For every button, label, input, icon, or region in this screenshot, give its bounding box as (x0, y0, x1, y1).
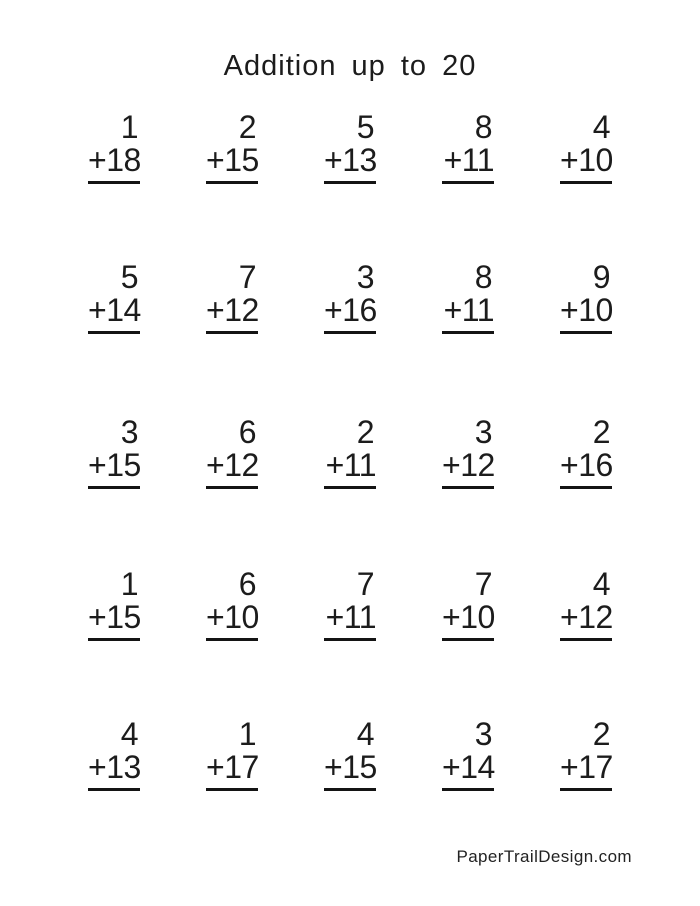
top-addend: 4 (120, 716, 138, 752)
top-addend: 1 (120, 109, 138, 145)
answer-line (88, 331, 140, 334)
addition-problem (442, 111, 494, 184)
top-addend: 4 (592, 566, 610, 602)
top-addend: 4 (592, 109, 610, 145)
addition-problem (88, 568, 140, 641)
addition-problem (560, 261, 612, 334)
addition-problem (206, 111, 258, 184)
bottom-addend: +16 (560, 447, 613, 483)
bottom-addend: +10 (560, 292, 613, 328)
problem-row (88, 718, 612, 791)
addition-problem (206, 568, 258, 641)
addition-problem (560, 111, 612, 184)
answer-line (560, 331, 612, 334)
answer-line (442, 788, 494, 791)
top-addend: 9 (592, 259, 610, 295)
addition-problem (206, 718, 258, 791)
bottom-addend: +15 (206, 142, 259, 178)
answer-line (324, 638, 376, 641)
bottom-addend: +11 (443, 142, 494, 178)
bottom-addend: +17 (206, 749, 259, 785)
bottom-addend: +12 (560, 599, 613, 635)
answer-line (442, 331, 494, 334)
top-addend: 8 (474, 109, 492, 145)
answer-line (206, 331, 258, 334)
top-addend: 4 (356, 716, 374, 752)
bottom-addend: +15 (88, 599, 141, 635)
answer-line (442, 638, 494, 641)
top-addend: 3 (474, 414, 492, 450)
addition-problem (88, 261, 140, 334)
bottom-addend: +10 (442, 599, 495, 635)
top-addend: 8 (474, 259, 492, 295)
addition-problem (324, 718, 376, 791)
top-addend: 3 (120, 414, 138, 450)
bottom-addend: +10 (206, 599, 259, 635)
top-addend: 1 (120, 566, 138, 602)
answer-line (324, 788, 376, 791)
addition-problem (442, 718, 494, 791)
addition-problem (206, 416, 258, 489)
problem-row (88, 568, 612, 641)
problem-row (88, 261, 612, 334)
addition-problem (442, 416, 494, 489)
bottom-addend: +15 (88, 447, 141, 483)
answer-line (442, 486, 494, 489)
answer-line (88, 181, 140, 184)
addition-problem (88, 718, 140, 791)
bottom-addend: +13 (324, 142, 377, 178)
bottom-addend: +12 (442, 447, 495, 483)
addition-problem (560, 718, 612, 791)
top-addend: 5 (356, 109, 374, 145)
top-addend: 6 (238, 566, 256, 602)
bottom-addend: +15 (324, 749, 377, 785)
answer-line (206, 788, 258, 791)
page-title: Addition up to 20 (223, 50, 477, 82)
top-addend: 7 (474, 566, 492, 602)
top-addend: 2 (356, 414, 374, 450)
top-addend: 5 (120, 259, 138, 295)
addition-problem (324, 568, 376, 641)
answer-line (442, 181, 494, 184)
bottom-addend: +10 (560, 142, 613, 178)
answer-line (206, 486, 258, 489)
bottom-addend: +12 (206, 447, 259, 483)
site-credit: PaperTrailDesign.com (456, 847, 632, 866)
top-addend: 1 (238, 716, 256, 752)
top-addend: 2 (238, 109, 256, 145)
bottom-addend: +11 (325, 599, 376, 635)
addition-problem (560, 568, 612, 641)
top-addend: 2 (592, 414, 610, 450)
bottom-addend: +17 (560, 749, 613, 785)
answer-line (324, 181, 376, 184)
answer-line (324, 486, 376, 489)
top-addend: 6 (238, 414, 256, 450)
answer-line (206, 638, 258, 641)
addition-problem (88, 111, 140, 184)
answer-line (560, 638, 612, 641)
answer-line (88, 638, 140, 641)
addition-problem (324, 416, 376, 489)
addition-problem (324, 111, 376, 184)
problem-row (88, 416, 612, 489)
answer-line (560, 788, 612, 791)
addition-problem (324, 261, 376, 334)
addition-problem (88, 416, 140, 489)
top-addend: 3 (474, 716, 492, 752)
addition-problem (442, 261, 494, 334)
answer-line (88, 788, 140, 791)
top-addend: 2 (592, 716, 610, 752)
answer-line (324, 331, 376, 334)
bottom-addend: +11 (443, 292, 494, 328)
answer-line (88, 486, 140, 489)
top-addend: 3 (356, 259, 374, 295)
bottom-addend: +12 (206, 292, 259, 328)
answer-line (560, 486, 612, 489)
addition-problem (206, 261, 258, 334)
bottom-addend: +14 (88, 292, 141, 328)
bottom-addend: +11 (325, 447, 376, 483)
bottom-addend: +18 (88, 142, 141, 178)
answer-line (206, 181, 258, 184)
bottom-addend: +13 (88, 749, 141, 785)
addition-problem (560, 416, 612, 489)
bottom-addend: +16 (324, 292, 377, 328)
addition-problem (442, 568, 494, 641)
answer-line (560, 181, 612, 184)
top-addend: 7 (238, 259, 256, 295)
top-addend: 7 (356, 566, 374, 602)
bottom-addend: +14 (442, 749, 495, 785)
problem-row (88, 111, 612, 184)
